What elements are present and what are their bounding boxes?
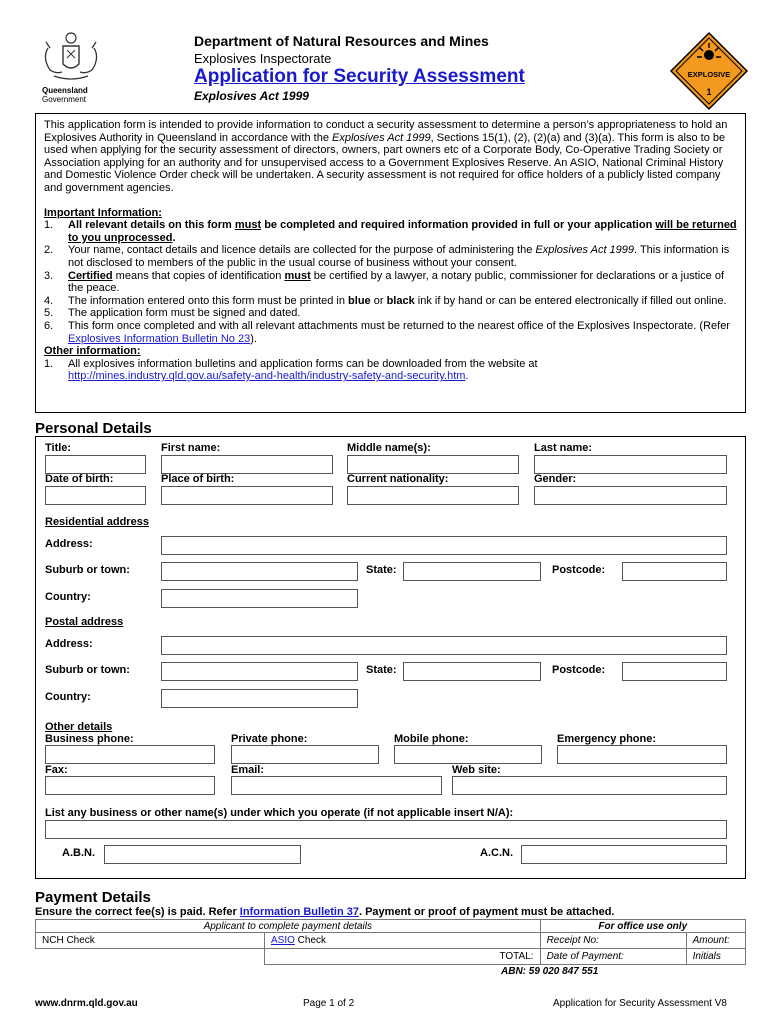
initials-cell[interactable]: Initials — [686, 949, 745, 965]
res-suburb-label: Suburb or town: — [45, 564, 130, 576]
post-address-label: Address: — [45, 638, 93, 650]
pob-input[interactable] — [161, 486, 333, 505]
coat-of-arms-icon — [36, 30, 106, 82]
explosive-class-diamond — [669, 31, 749, 111]
res-state-label: State: — [366, 564, 397, 576]
res-postcode-input[interactable] — [622, 562, 727, 581]
email-label: Email: — [231, 764, 265, 776]
first-name-label: First name: — [161, 442, 221, 454]
post-suburb-label: Suburb or town: — [45, 664, 130, 676]
list-item: 5. The application form must be signed and dated. — [44, 307, 301, 320]
nch-check-cell: NCH Check — [36, 933, 265, 949]
business-names-label: List any business or other name(s) under which you operate (if not applicable insert N/A): — [45, 807, 514, 819]
res-postcode-label: Postcode: — [552, 564, 606, 576]
post-suburb-input[interactable] — [161, 662, 358, 681]
acn-input[interactable] — [521, 845, 727, 864]
gender-label: Gender: — [534, 473, 577, 485]
website-label: Web site: — [452, 764, 501, 776]
bulletin-23-link[interactable]: Explosives Information Bulletin No 23 — [68, 332, 251, 345]
other-info-heading: Other information: — [44, 345, 141, 358]
fax-input[interactable] — [45, 776, 215, 795]
intro-paragraph: This application form is intended to provide information to conduct a security assessment to determine a person’s appropriateness to hold an Explosives Authority in Queensland in accordance with the Explosives Act 1999, Sections 15(1), (2), (2)(a) and (3)(a). This form is also to be used when applying for the security assessment of directors, owners, part owners etc of a Corporate Body, Co-Operative Trading Society or Association applying for an authority and for unsupervised access to a Government Explosives Reserve. An ASIO, National Criminal History and Domestic Violence Order check will be undertaken. A security assessment is not required for office holders of a publicly listed company and government agencies. — [44, 119, 728, 194]
fax-label: Fax: — [45, 764, 68, 776]
payment-instructions: Ensure the correct fee(s) is paid. Refer Information Bulletin 37. Payment or proof of payment must be attached. — [35, 906, 615, 918]
private-phone-input[interactable] — [231, 745, 379, 764]
post-state-label: State: — [366, 664, 397, 676]
abn-number: ABN: 59 020 847 551 — [501, 966, 599, 977]
amount-cell[interactable]: Amount: — [686, 933, 745, 949]
other-details-heading: Other details — [45, 721, 113, 733]
government-logo — [36, 30, 106, 104]
bulletin-37-link[interactable]: Information Bulletin 37 — [239, 906, 359, 918]
post-state-input[interactable] — [403, 662, 541, 681]
asio-check-cell: ASIO Check — [265, 933, 541, 949]
business-phone-label: Business phone: — [45, 733, 134, 745]
diamond-label: EXPLOSIVE — [687, 70, 731, 79]
gender-input[interactable] — [534, 486, 727, 505]
logo-text-queensland: Queensland — [42, 86, 88, 95]
table-row — [36, 949, 746, 965]
last-name-label: Last name: — [534, 442, 593, 454]
private-phone-label: Private phone: — [231, 733, 308, 745]
explosive-hazard-icon — [669, 31, 749, 111]
res-address-label: Address: — [45, 538, 93, 550]
emergency-phone-input[interactable] — [557, 745, 727, 764]
post-country-input[interactable] — [161, 689, 358, 708]
title-label: Title: — [45, 442, 72, 454]
res-country-input[interactable] — [161, 589, 358, 608]
receipt-no-cell[interactable]: Receipt No: — [540, 933, 686, 949]
total-cell[interactable]: TOTAL: — [265, 949, 541, 965]
logo-text-government: Government — [42, 95, 87, 104]
list-item: 1. All relevant details on this form must be completed and required information provided in full or your application will be returned to you unprocessed. — [44, 219, 737, 244]
footer-website: www.dnrm.qld.gov.au — [35, 998, 138, 1009]
table-row — [36, 933, 746, 949]
post-address-input[interactable] — [161, 636, 727, 655]
form-title: Application for Security Assessment — [194, 66, 525, 87]
asio-link[interactable]: ASIO — [271, 935, 295, 946]
footer-form-version: Application for Security Assessment V8 — [553, 998, 727, 1009]
mobile-phone-label: Mobile phone: — [394, 733, 469, 745]
nationality-input[interactable] — [347, 486, 519, 505]
mobile-phone-input[interactable] — [394, 745, 542, 764]
res-suburb-input[interactable] — [161, 562, 358, 581]
intro-text — [44, 119, 738, 383]
table-row — [36, 920, 746, 933]
pob-label: Place of birth: — [161, 473, 235, 485]
footer-page-number: Page 1 of 2 — [303, 998, 355, 1009]
date-of-payment-cell[interactable]: Date of Payment: — [540, 949, 686, 965]
abn-input[interactable] — [104, 845, 301, 864]
middle-names-label: Middle name(s): — [347, 442, 431, 454]
dob-input[interactable] — [45, 486, 146, 505]
email-input[interactable] — [231, 776, 442, 795]
postal-heading: Postal address — [45, 616, 124, 628]
business-names-input[interactable] — [45, 820, 727, 839]
first-name-input[interactable] — [161, 455, 333, 474]
inspectorate-name: Explosives Inspectorate — [194, 51, 332, 66]
personal-details-heading: Personal Details — [35, 420, 152, 437]
nationality-label: Current nationality: — [347, 473, 449, 485]
important-heading: Important Information: — [44, 206, 162, 219]
emergency-phone-label: Emergency phone: — [557, 733, 657, 745]
post-postcode-input[interactable] — [622, 662, 727, 681]
middle-names-input[interactable] — [347, 455, 519, 474]
abn-label: A.B.N. — [62, 847, 95, 859]
act-subtitle: Explosives Act 1999 — [194, 89, 309, 103]
last-name-input[interactable] — [534, 455, 727, 474]
res-country-label: Country: — [45, 591, 91, 603]
list-item: 1. All explosives information bulletins and application forms can be downloaded from the website at http://mines.industry.qld.gov.au/safety-and-health/industry-safety-and-security.htm. — [44, 357, 538, 383]
residential-heading: Residential address — [45, 516, 149, 528]
post-country-label: Country: — [45, 691, 91, 703]
website-link[interactable]: http://mines.industry.qld.gov.au/safety-and-health/industry-safety-and-security.htm — [68, 370, 466, 383]
post-postcode-label: Postcode: — [552, 664, 606, 676]
empty-cell — [36, 949, 265, 965]
list-item: 4. The information entered onto this form must be printed in blue or black ink if by hand or can be entered electronically if filled out online. — [44, 294, 727, 307]
diamond-class: 1 — [706, 87, 712, 97]
office-header: For office use only — [540, 920, 745, 933]
res-address-input[interactable] — [161, 536, 727, 555]
list-item: 6. This form once completed and with all relevant attachments must be returned to the nearest office of the Explosives Inspectorate. (Refer Explosives Information Bulletin No 23). — [44, 319, 730, 345]
website-input[interactable] — [452, 776, 727, 795]
list-item: 2. Your name, contact details and licence details are collected for the purpose of administering the Explosives Act 1999. This information is not disclosed to members of the public in the usual course of business without your consent. — [44, 244, 730, 269]
payment-details-heading: Payment Details — [35, 889, 151, 906]
dob-label: Date of birth: — [45, 473, 114, 485]
department-name: Department of Natural Resources and Mines — [194, 33, 489, 49]
applicant-header: Applicant to complete payment details — [36, 920, 541, 933]
acn-label: A.C.N. — [480, 847, 513, 859]
list-item: 3. Certified means that copies of identification must be certified by a lawyer, a notary public, commissioner for declarations or a justice of the peace. — [44, 269, 725, 295]
title-input[interactable] — [45, 455, 146, 474]
res-state-input[interactable] — [403, 562, 541, 581]
payment-table — [35, 919, 746, 965]
business-phone-input[interactable] — [45, 745, 215, 764]
